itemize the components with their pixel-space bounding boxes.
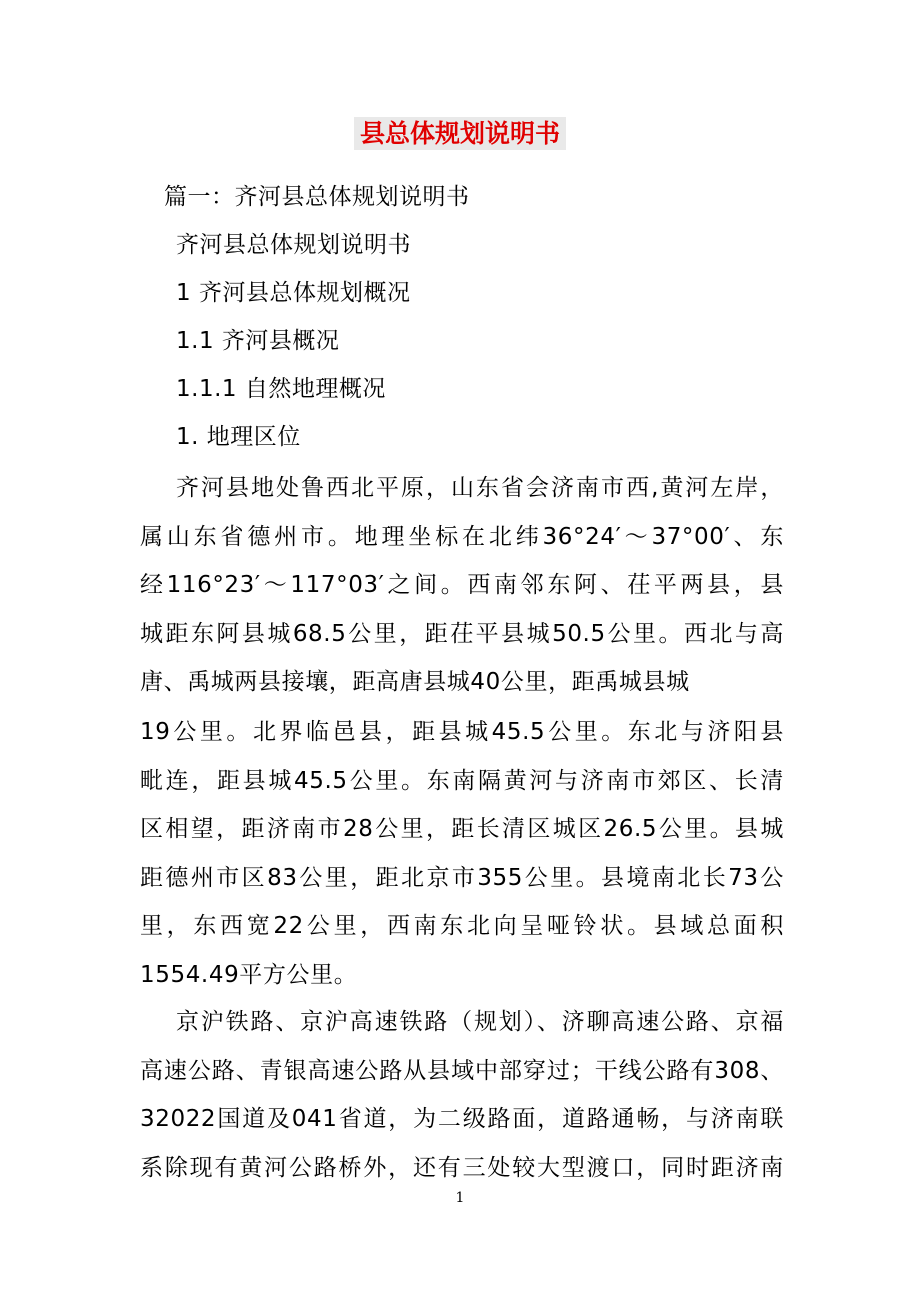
paragraph-line: 京沪铁路、京沪高速铁路（规划）、济聊高速公路、京福: [176, 1009, 784, 1035]
heading-section-1: 1 齐河县总体规划概况: [176, 280, 411, 306]
paragraph-line: 里，东西宽22公里，西南东北向呈哑铃状。县域总面积: [140, 913, 784, 940]
paragraph-line: 系除现有黄河公路桥外，还有三处较大型渡口，同时距济南: [140, 1154, 784, 1181]
paragraph-line: 距德州市区83公里，距北京市355公里。县境南北长73公: [140, 864, 784, 891]
paragraph-line: 齐河县地处鲁西北平原，山东省会济南市西,黄河左岸，: [176, 475, 784, 501]
heading-geographic-location: 1. 地理区位: [176, 424, 301, 450]
paragraph-line: 19公里。北界临邑县，距县城45.5公里。东北与济阳县: [140, 719, 784, 745]
paragraph-line: 经116°23′～117°03′之间。西南邻东阿、茌平两县，县: [140, 572, 784, 599]
heading-section-1-1-1: 1.1.1 自然地理概况: [176, 376, 386, 402]
heading-article-one: 篇一：齐河县总体规划说明书: [164, 184, 470, 210]
page-number: 1: [455, 1190, 465, 1206]
paragraph-line: 属山东省德州市。地理坐标在北纬36°24′～37°00′、东: [140, 523, 784, 550]
paragraph-line: 32022国道及041省道，为二级路面，道路通畅，与济南联: [140, 1106, 784, 1133]
paragraph-line: 区相望，距济南市28公里，距长清区城区26.5公里。县城: [140, 816, 784, 843]
paragraph-geography: [140, 464, 784, 707]
heading-section-1-1: 1.1 齐河县概况: [176, 328, 340, 354]
paragraph-boundaries: [140, 708, 784, 1000]
heading-document-name: 齐河县总体规划说明书: [176, 232, 411, 258]
paragraph-line: 毗连，距县城45.5公里。东南隔黄河与济南市郊区、长清: [140, 767, 784, 794]
paragraph-line: 1554.49平方公里。: [140, 961, 358, 988]
paragraph-line: 城距东阿县城68.5公里，距茌平县城50.5公里。西北与高: [140, 620, 784, 647]
document-title-text: 县总体规划说明书: [354, 117, 566, 150]
paragraph-line: 唐、禹城两县接壤，距高唐县城40公里，距禹城县城: [140, 669, 690, 696]
document-title: [0, 114, 920, 154]
paragraph-line: 高速公路、青银高速公路从县域中部穿过；干线公路有308、: [140, 1057, 784, 1084]
paragraph-transport: [140, 998, 784, 1192]
